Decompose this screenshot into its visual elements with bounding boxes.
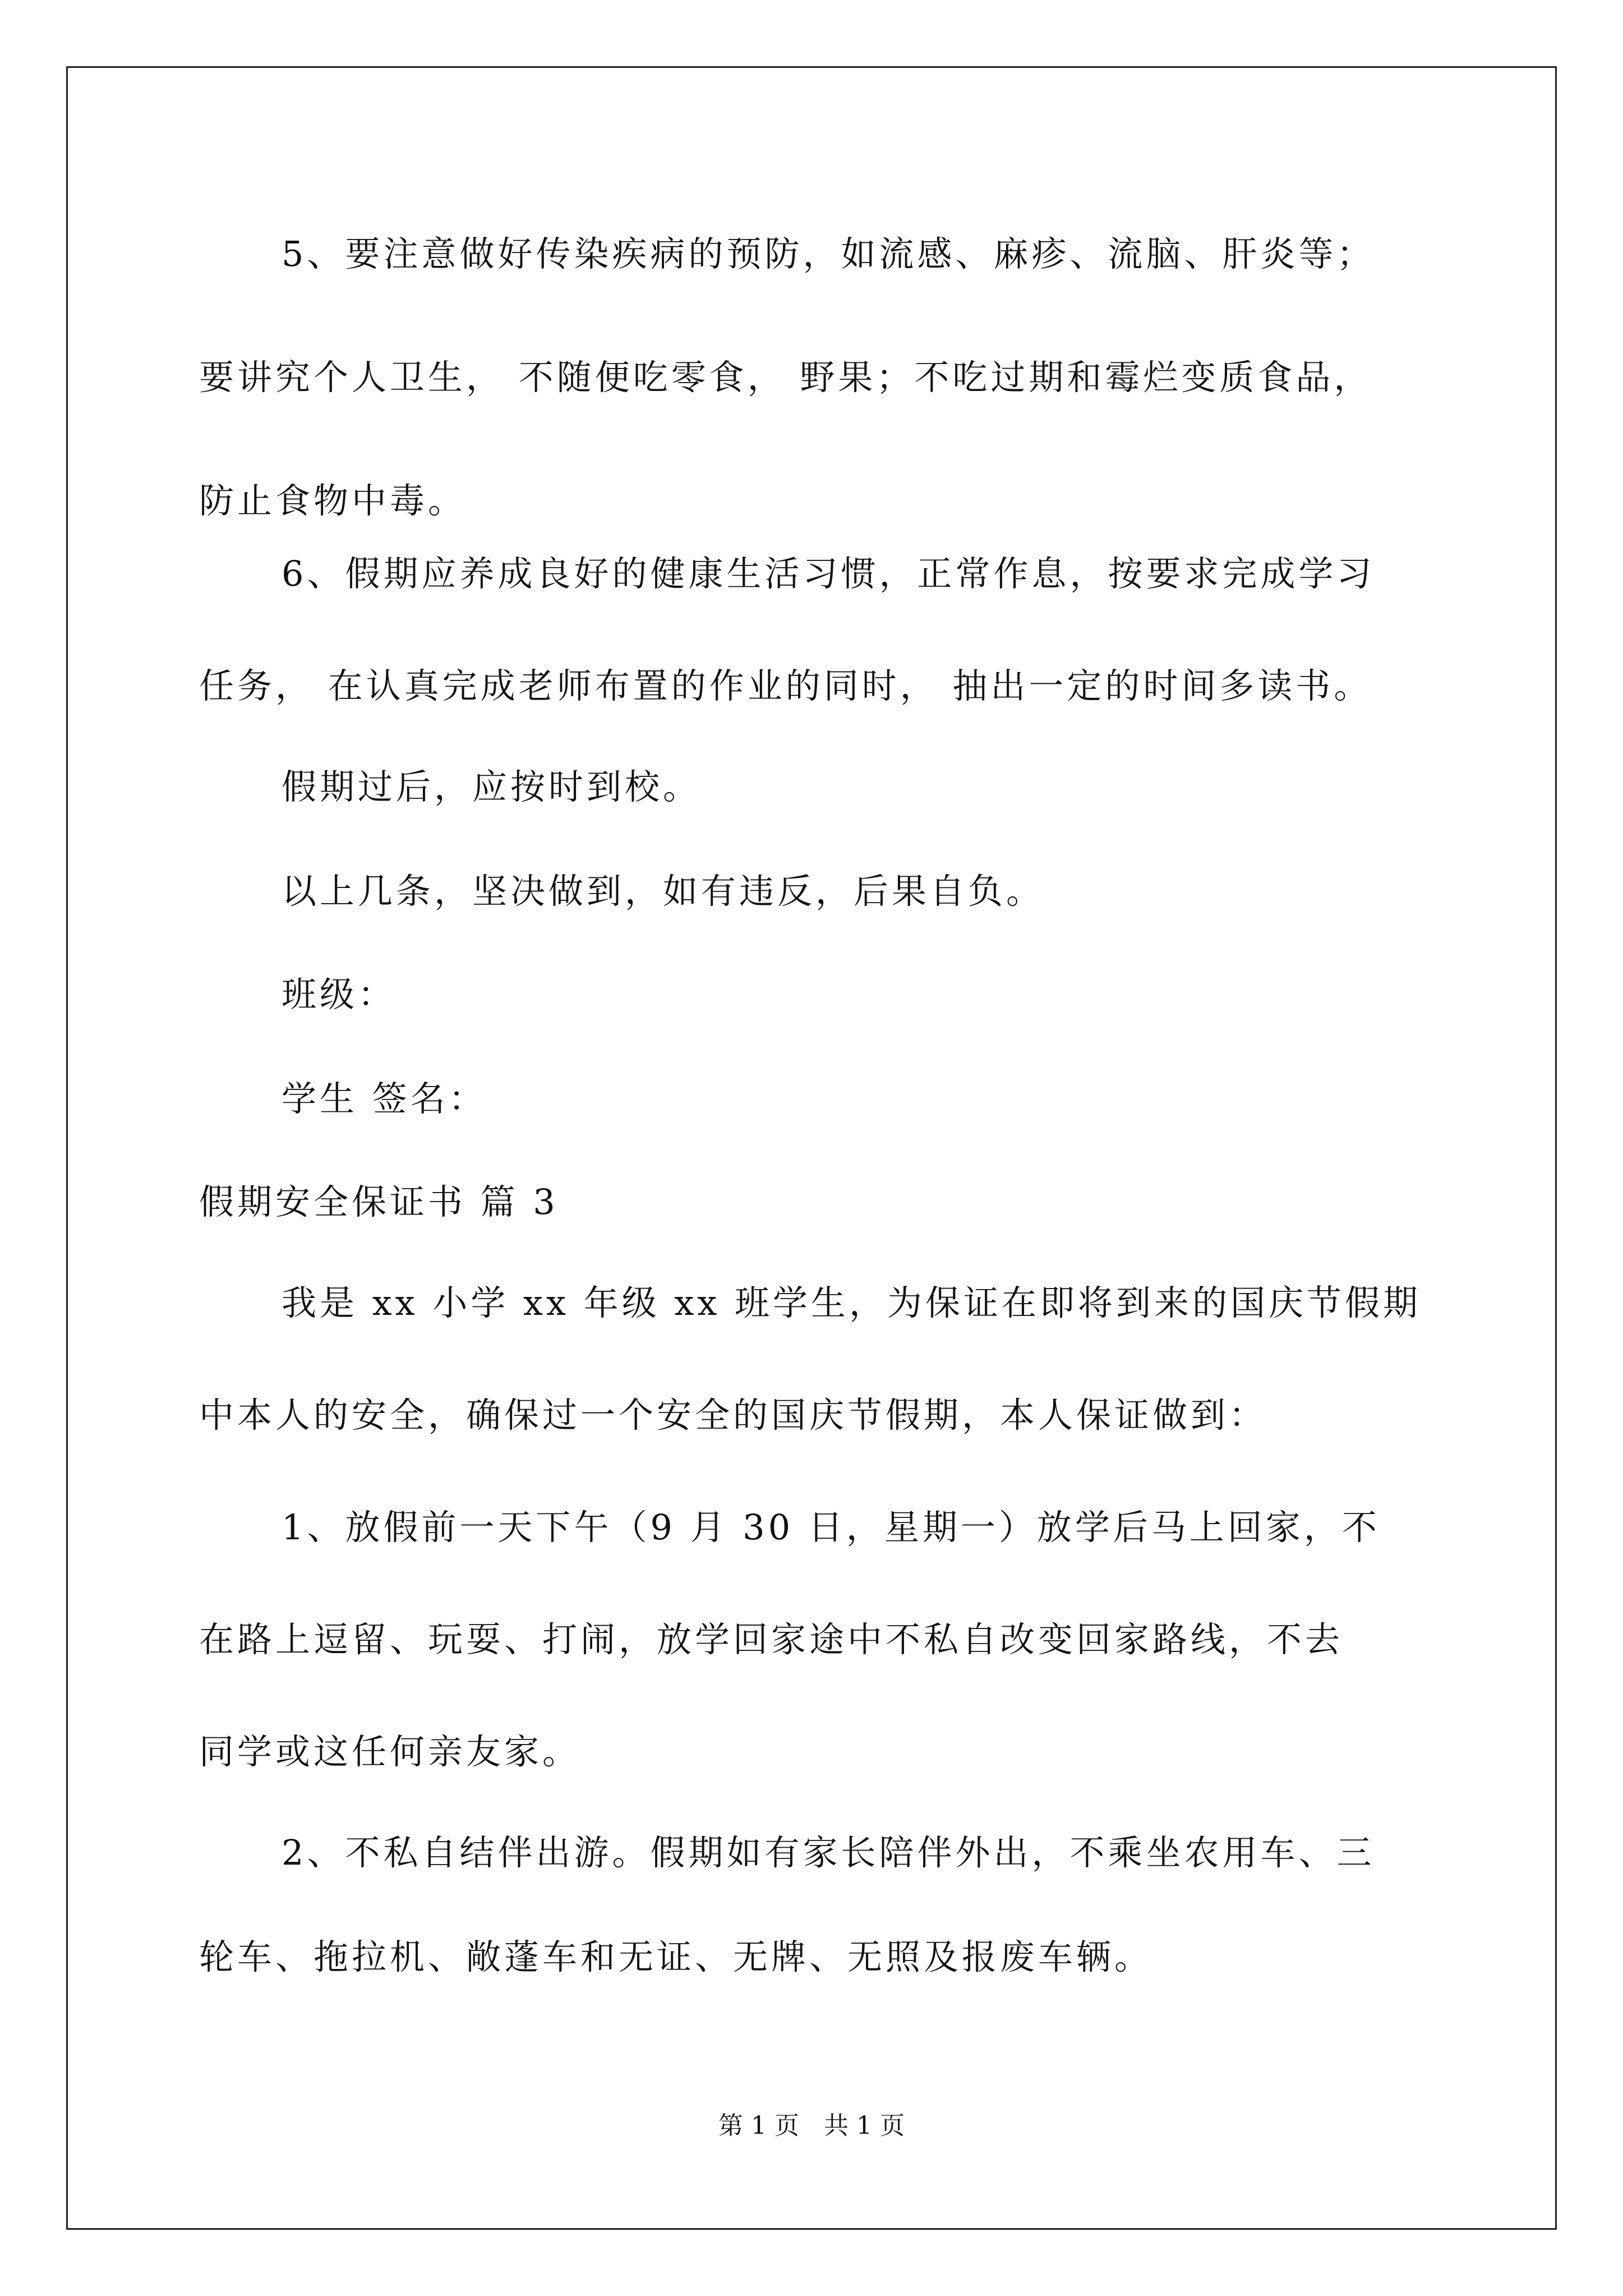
text-line: 班级： <box>282 974 396 1015</box>
text-line: 轮车、拖拉机、敞蓬车和无证、无牌、无照及报废车辆。 <box>199 1936 1153 1977</box>
text-line: 同学或这任何亲友家。 <box>199 1731 581 1772</box>
page-footer: 第 1 页 共 1 页 <box>718 2111 905 2140</box>
text-line: 要讲究个人卫生， 不随便吃零食， 野果；不吃过期和霉烂变质食品， <box>199 357 1372 398</box>
text-line: 我是 xx 小学 xx 年级 xx 班学生，为保证在即将到来的国庆节假期 <box>282 1282 1422 1323</box>
text-line: 2、不私自结伴出游。假期如有家长陪伴外出，不乘坐农用车、三 <box>282 1832 1375 1873</box>
text-line: 假期过后，应按时到校。 <box>282 766 702 807</box>
section-heading: 假期安全保证书 篇 3 <box>199 1181 559 1222</box>
text-line: 中本人的安全，确保过一个安全的国庆节假期，本人保证做到： <box>199 1395 1267 1435</box>
text-line: 在路上逗留、玩耍、打闹，放学回家途中不私自改变回家路线，不去 <box>199 1619 1344 1660</box>
text-line: 学生 签名： <box>282 1078 487 1119</box>
text-line: 以上几条，坚决做到，如有违反，后果自负。 <box>282 871 1045 912</box>
text-line: 5、要注意做好传染疾病的预防，如流感、麻疹、流脑、肝炎等； <box>282 233 1375 274</box>
text-line: 任务， 在认真完成老师布置的作业的同时， 抽出一定的时间多读书。 <box>199 665 1372 706</box>
text-line: 防止食物中毒。 <box>199 480 467 521</box>
text-line: 6、假期应养成良好的健康生活习惯，正常作息，按要求完成学习 <box>282 553 1375 594</box>
text-line: 1、放假前一天下午（9 月 30 日，星期一）放学后马上回家，不 <box>282 1507 1380 1548</box>
